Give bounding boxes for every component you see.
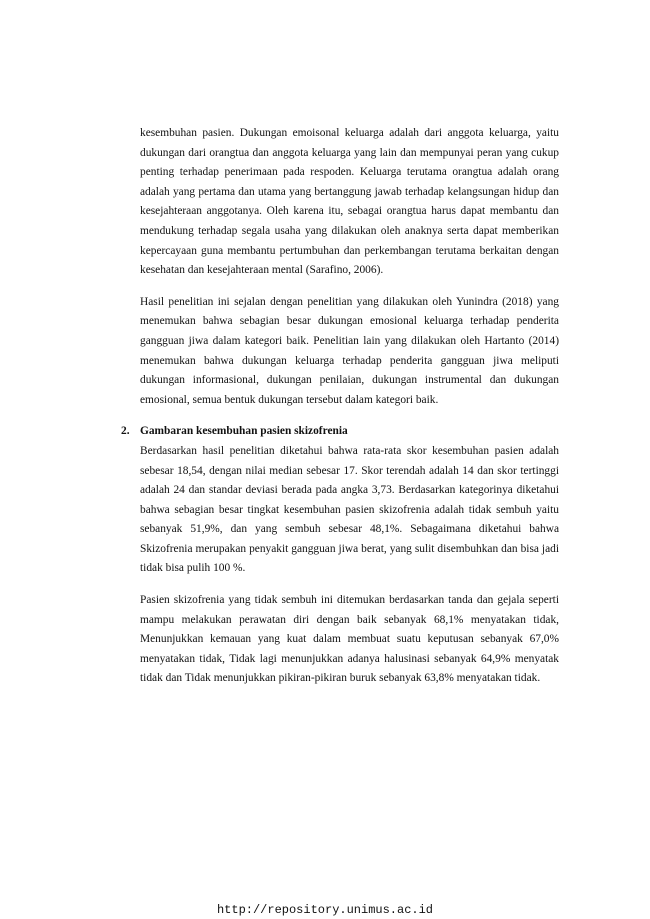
footer-repository-url: http://repository.unimus.ac.id — [216, 903, 434, 917]
body-paragraph-2: Hasil penelitian ini sejalan dengan penelitian yang dilakukan oleh Yunindra (2018) yang menemukan bahwa sebagian besar dukungan emosional keluarga terhadap penderita gangguan jiwa dalam kategori baik. Penelitian lain yang dilakukan oleh Hartanto (2014) menemukan bahwa dukungan keluarga terhadap penderita gangguan jiwa meliputi dukungan informasional, dukungan penilaian, dukungan instrumental dan dukungan emosional, semua bentuk dukungan tersebut dalam kategori baik. — [140, 295, 559, 406]
section-heading — [121, 422, 559, 442]
section-paragraph-1: Berdasarkan hasil penelitian diketahui bahwa rata-rata skor kesembuhan pasien adalah sebesar 18,54, dengan nilai median sebesar 17. Skor terendah adalah 14 dan skor tertinggi adalah 24 dan standar deviasi berada pada angka 3,73. Berdasarkan kategorinya diketahui bahwa sebagian besar tingkat kesembuhan pasien skizofrenia adalah tidak sembuh yaitu sebanyak 51,9%, dan yang sembuh sebesar 48,1%. Sebagaimana diketahui bahwa Skizofrenia merupakan penyakit gangguan jiwa berat, yang sulit disembuhkan dan bisa jadi tidak bisa pulih 100 %. — [140, 444, 559, 575]
document-body — [121, 124, 559, 689]
section-paragraph-2: Pasien skizofrenia yang tidak sembuh ini ditemukan berdasarkan tanda dan gejala seperti mampu melakukan perawatan diri dengan baik sebanyak 68,1% menyatakan tidak, Menunjukkan kemauan yang kuat dalam membuat suatu keputusan sebanyak 67,0% menyatakan tidak, Tidak lagi menunjukkan adanya halusinasi sebanyak 64,9% menyatak tidak dan Tidak menunjukkan pikiran-pikiran buruk sebanyak 63,8% menyatakan tidak. — [140, 594, 559, 685]
body-paragraph-1: kesembuhan pasien. Dukungan emoisonal keluarga adalah dari anggota keluarga, yaitu dukungan dari orangtua dan anggota keluarga yang lain dan mempunyai peran yang cukup penting terhadap penerimaan pada respoden. Keluarga terutama orangtua adalah orang adalah yang pertama dan utama yang bertanggung jawab terhadap kelangsungan hidup dan kesejahteraan anggotanya. Oleh karena itu, sebagai orangtua harus dapat membantu dan mendukung terhadap segala usaha yang dilakukan oleh anaknya serta dapat memberikan kepercayaan guna membantu pertumbuhan dan perkembangan terutama berkaitan dengan kesehatan dan kesejahteraan mental (Sarafino, 2006). — [140, 127, 559, 277]
section-title: Gambaran kesembuhan pasien skizofrenia — [140, 425, 348, 438]
section-number: 2. — [121, 425, 130, 438]
section-2 — [121, 422, 559, 689]
